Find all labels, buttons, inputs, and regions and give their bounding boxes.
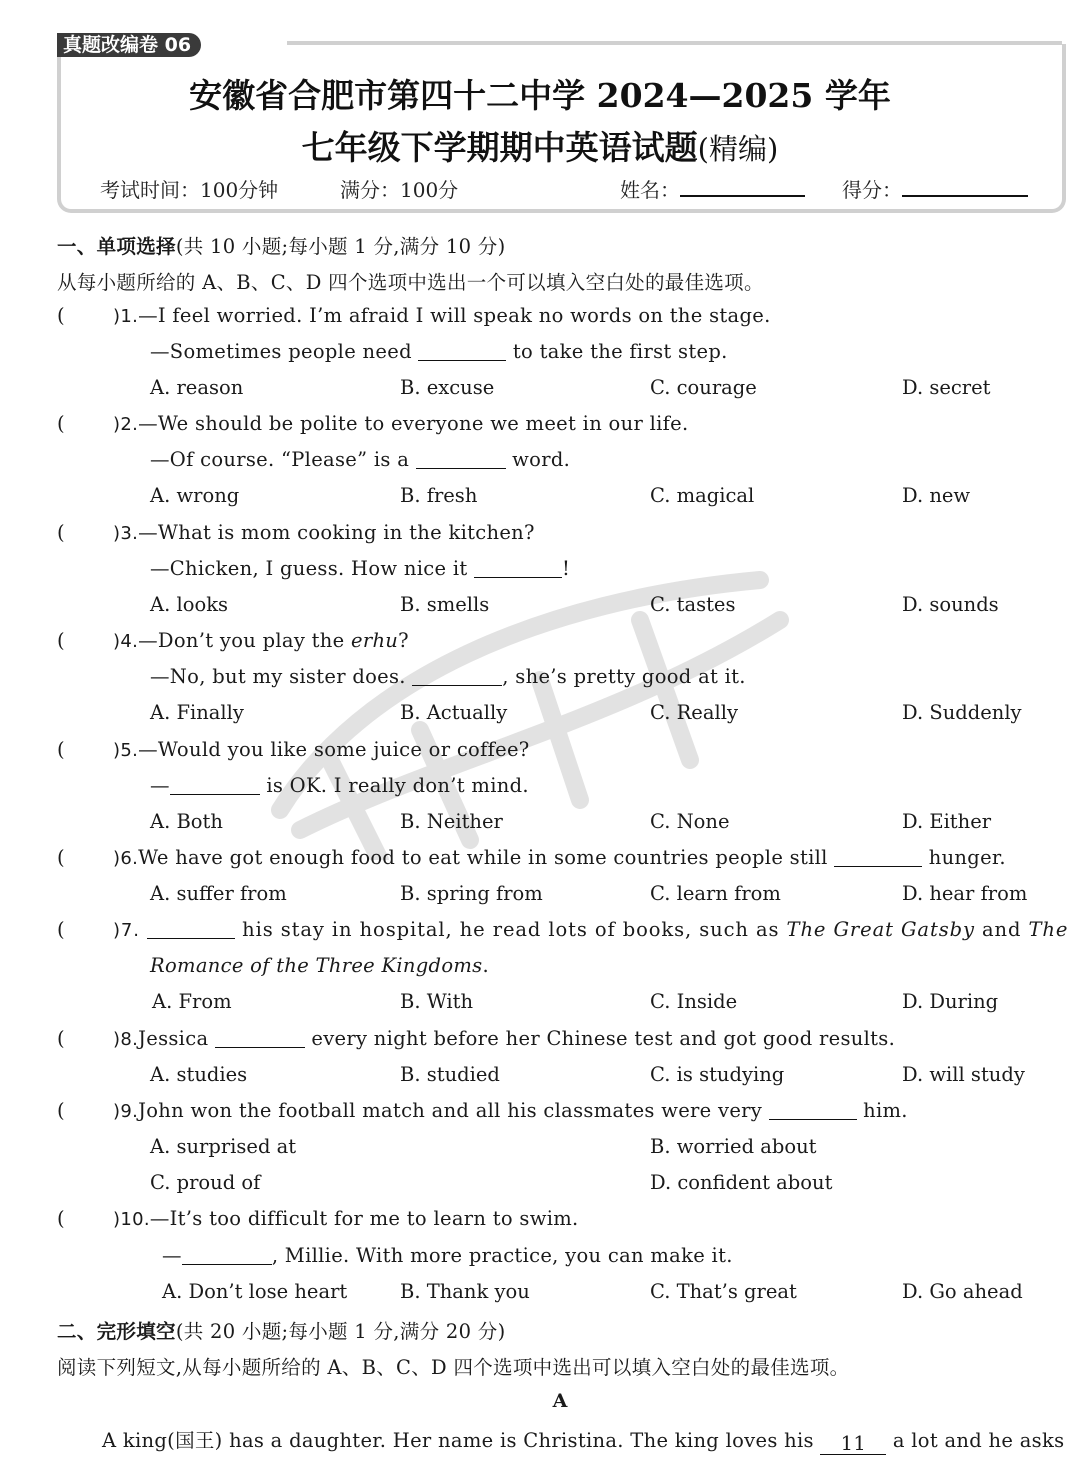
question-number: )7. bbox=[113, 920, 140, 941]
passage-label: A bbox=[552, 1390, 568, 1412]
option-c: C. is studying bbox=[650, 1063, 785, 1086]
section2-instruction: 阅读下列短文,从每小题所给的 A、B、C、D 四个选项中选出可以填入空白处的最佳选项。 bbox=[57, 1356, 850, 1379]
question-text: hunger. bbox=[928, 846, 1006, 869]
question-4 bbox=[113, 629, 409, 652]
question-7-line2 bbox=[150, 954, 489, 977]
question-10 bbox=[113, 1207, 579, 1230]
question-italic: erhu bbox=[350, 629, 399, 652]
answer-paren[interactable]: ( bbox=[57, 412, 65, 435]
question-number: )5. bbox=[113, 740, 139, 761]
option-b: B. Thank you bbox=[400, 1280, 530, 1303]
option-b: B. excuse bbox=[400, 376, 495, 399]
answer-blank[interactable] bbox=[170, 776, 260, 795]
question-text: —Don’t you play the bbox=[138, 629, 345, 652]
section1-heading bbox=[57, 231, 506, 259]
question-number: )1. bbox=[113, 306, 139, 327]
section2-heading bbox=[57, 1316, 506, 1344]
question-9 bbox=[113, 1099, 908, 1122]
subtitle-main: 七年级下学期期中英语试题 bbox=[301, 128, 698, 167]
question-10-line2 bbox=[162, 1244, 733, 1267]
answer-paren[interactable]: ( bbox=[57, 304, 65, 327]
question-text: every night before her Chinese test and got good results. bbox=[311, 1027, 896, 1050]
question-text: —I feel worried. I’m afraid I will speak no words on the stage. bbox=[138, 304, 771, 327]
page-subtitle bbox=[0, 122, 1080, 169]
answer-paren[interactable]: ( bbox=[57, 1027, 65, 1050]
option-c: C. learn from bbox=[650, 882, 781, 905]
answer-blank[interactable] bbox=[412, 667, 502, 686]
option-d: D. sounds bbox=[902, 593, 999, 616]
option-a: A. wrong bbox=[150, 484, 240, 507]
answer-blank[interactable] bbox=[215, 1029, 305, 1048]
option-d: D. During bbox=[902, 990, 999, 1013]
question-text: and bbox=[982, 918, 1022, 941]
answer-paren[interactable]: ( bbox=[57, 846, 65, 869]
answer-paren[interactable]: ( bbox=[57, 521, 65, 544]
option-d: D. will study bbox=[902, 1063, 1025, 1086]
question-number: )10. bbox=[113, 1209, 150, 1230]
option-d: D. new bbox=[902, 484, 971, 507]
question-number: )6. bbox=[113, 848, 139, 869]
question-2 bbox=[113, 412, 689, 435]
question-3-line2 bbox=[150, 557, 570, 580]
question-number: )2. bbox=[113, 414, 139, 435]
question-5-line2 bbox=[150, 774, 529, 797]
option-c: C. Really bbox=[650, 701, 738, 724]
option-b: B. fresh bbox=[400, 484, 478, 507]
question-number: )8. bbox=[113, 1029, 139, 1050]
option-b: B. Actually bbox=[400, 701, 508, 724]
option-c: C. magical bbox=[650, 484, 755, 507]
answer-blank[interactable] bbox=[182, 1246, 272, 1265]
option-c: C. Inside bbox=[650, 990, 738, 1013]
option-a: A. Don’t lose heart bbox=[162, 1280, 348, 1303]
question-text: word. bbox=[512, 448, 571, 471]
section1-instruction: 从每小题所给的 A、B、C、D 四个选项中选出一个可以填入空白处的最佳选项。 bbox=[57, 271, 764, 294]
score-label bbox=[842, 174, 1028, 203]
option-a: A. Finally bbox=[150, 701, 244, 724]
option-b: B. With bbox=[400, 990, 474, 1013]
question-text: , Millie. With more practice, you can make it. bbox=[271, 1244, 733, 1267]
option-d: D. Either bbox=[902, 810, 992, 833]
option-b: B. worried about bbox=[650, 1135, 817, 1158]
option-a: A. looks bbox=[150, 593, 229, 616]
section1-title: 一、单项选择 bbox=[57, 235, 176, 258]
question-number: )4. bbox=[113, 631, 139, 652]
question-text: We have got enough food to eat while in some countries people still bbox=[138, 846, 828, 869]
question-text: —It’s too difficult for me to learn to swim. bbox=[149, 1207, 579, 1230]
name-label bbox=[620, 174, 805, 203]
question-1 bbox=[113, 304, 771, 327]
answer-paren[interactable]: ( bbox=[57, 1207, 65, 1230]
passage-text: A king(国王) has a daughter. Her name is Christina. The king loves his bbox=[102, 1429, 814, 1452]
question-text: , she’s pretty good at it. bbox=[502, 665, 746, 688]
answer-blank[interactable] bbox=[474, 559, 562, 578]
option-a: A. Both bbox=[150, 810, 223, 833]
option-c: C. tastes bbox=[650, 593, 736, 616]
question-2-line2 bbox=[150, 448, 570, 471]
question-text: to take the first step. bbox=[512, 340, 728, 363]
answer-paren[interactable]: ( bbox=[57, 738, 65, 761]
passage-line bbox=[102, 1425, 1064, 1455]
subtitle-note: (精编) bbox=[697, 132, 779, 166]
question-text: John won the football match and all his classmates were very bbox=[138, 1099, 763, 1122]
answer-paren[interactable]: ( bbox=[57, 629, 65, 652]
option-d: D. Go ahead bbox=[902, 1280, 1023, 1303]
question-8 bbox=[113, 1027, 895, 1050]
question-text: —Sometimes people need bbox=[150, 340, 412, 363]
book-title: The Great Gatsby bbox=[786, 918, 975, 941]
option-c: C. courage bbox=[650, 376, 757, 399]
option-a: A. studies bbox=[150, 1063, 248, 1086]
answer-blank[interactable] bbox=[834, 848, 922, 867]
option-a: A. From bbox=[152, 990, 232, 1013]
option-b: B. smells bbox=[400, 593, 490, 616]
option-c: C. None bbox=[650, 810, 730, 833]
numbered-blank[interactable]: 11 bbox=[820, 1434, 886, 1455]
question-text: —Would you like some juice or coffee? bbox=[138, 738, 530, 761]
book-title: The bbox=[1028, 918, 1069, 941]
answer-blank[interactable] bbox=[769, 1101, 857, 1120]
passage-text: a lot and he asks bbox=[892, 1429, 1065, 1452]
question-text: . bbox=[482, 954, 489, 977]
question-text: — bbox=[162, 1244, 182, 1267]
section2-title: 二、完形填空 bbox=[57, 1320, 176, 1343]
option-d: D. confident about bbox=[650, 1171, 833, 1194]
option-d: D. hear from bbox=[902, 882, 1028, 905]
score-text: 得分： bbox=[842, 178, 902, 202]
option-d: D. Suddenly bbox=[902, 701, 1022, 724]
score-field[interactable] bbox=[902, 195, 1028, 197]
question-4-line2 bbox=[150, 665, 746, 688]
option-d: D. secret bbox=[902, 376, 991, 399]
answer-blank[interactable] bbox=[147, 920, 235, 939]
question-number: )3. bbox=[113, 523, 139, 544]
question-7 bbox=[113, 918, 1068, 941]
option-a: A. suffer from bbox=[150, 882, 287, 905]
section1-note: (共 10 小题;每小题 1 分,满分 10 分) bbox=[175, 235, 506, 258]
question-1-line2 bbox=[150, 340, 728, 363]
question-text: is OK. I really don’t mind. bbox=[266, 774, 529, 797]
question-text: ? bbox=[398, 629, 409, 652]
question-text: — bbox=[150, 774, 170, 797]
option-b: B. Neither bbox=[400, 810, 503, 833]
answer-blank[interactable] bbox=[416, 450, 506, 469]
exam-time: 考试时间：100分钟 bbox=[100, 178, 279, 202]
question-6 bbox=[113, 846, 1006, 869]
full-score: 满分：100分 bbox=[340, 178, 459, 202]
question-text: —What is mom cooking in the kitchen? bbox=[138, 521, 535, 544]
question-text: —Of course. “Please” is a bbox=[150, 448, 410, 471]
question-number: )9. bbox=[113, 1101, 139, 1122]
question-text: Jessica bbox=[138, 1027, 209, 1050]
question-text: ! bbox=[562, 557, 571, 580]
answer-blank[interactable] bbox=[418, 342, 506, 361]
option-a: A. reason bbox=[150, 376, 244, 399]
question-text: —Chicken, I guess. How nice it bbox=[150, 557, 468, 580]
name-text: 姓名： bbox=[620, 178, 680, 202]
book-title: Romance of the Three Kingdoms bbox=[150, 954, 483, 977]
question-text: him. bbox=[863, 1099, 908, 1122]
question-text: —We should be polite to everyone we meet in our life. bbox=[138, 412, 689, 435]
name-field[interactable] bbox=[680, 195, 805, 197]
question-text: —No, but my sister does. bbox=[150, 665, 406, 688]
exam-tag: 真题改编卷 06 bbox=[57, 33, 201, 57]
answer-paren[interactable]: ( bbox=[57, 918, 65, 941]
question-5 bbox=[113, 738, 530, 761]
question-text: his stay in hospital, he read lots of books, such as bbox=[242, 918, 780, 941]
option-c: C. That’s great bbox=[650, 1280, 797, 1303]
option-b: B. studied bbox=[400, 1063, 500, 1086]
option-b: B. spring from bbox=[400, 882, 543, 905]
section2-note: (共 20 小题;每小题 1 分,满分 20 分) bbox=[175, 1320, 506, 1343]
page-title: 安徽省合肥市第四十二中学 2024—2025 学年 bbox=[189, 76, 891, 115]
question-3 bbox=[113, 521, 535, 544]
option-a: A. surprised at bbox=[150, 1135, 297, 1158]
option-c: C. proud of bbox=[150, 1171, 261, 1194]
answer-paren[interactable]: ( bbox=[57, 1099, 65, 1122]
